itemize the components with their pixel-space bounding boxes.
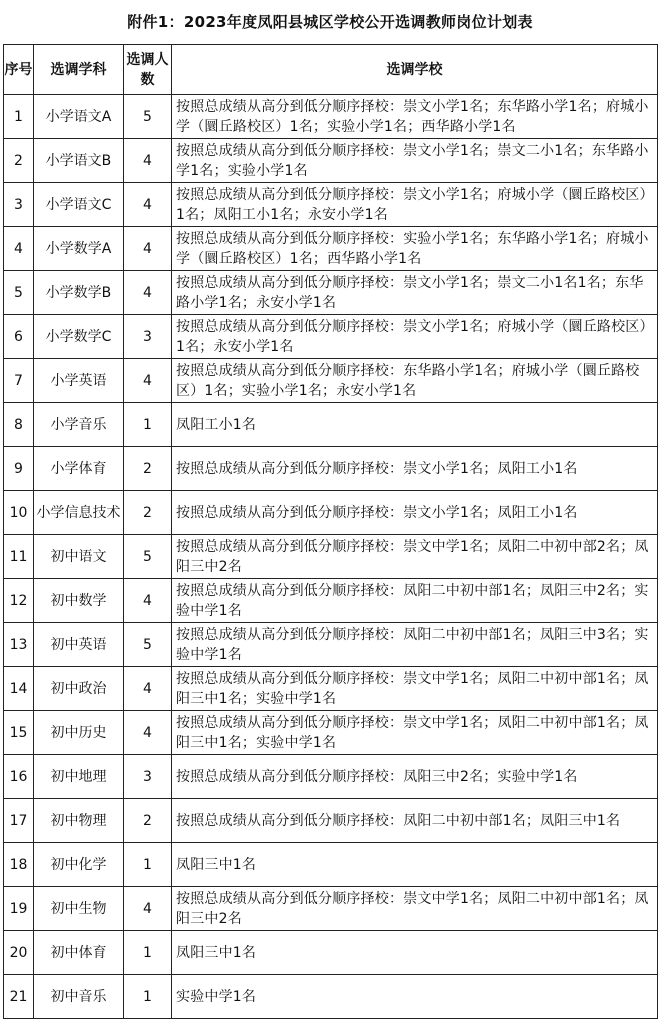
table-row bbox=[4, 95, 658, 139]
count-cell: 3 bbox=[124, 755, 172, 799]
schools-cell: 按照总成绩从高分到低分顺序择校：崇文小学1名；崇文二小1名；东华路小学1名；实验小学1名 bbox=[172, 139, 658, 183]
schools-cell: 按照总成绩从高分到低分顺序择校：崇文中学1名；凤阳二中初中部1名；凤阳三中1名；实验中学1名 bbox=[172, 711, 658, 755]
table-row bbox=[4, 183, 658, 227]
schools-cell: 按照总成绩从高分到低分顺序择校：崇文小学1名；府城小学（圜丘路校区）1名；凤阳工小1名；永安小学1名 bbox=[172, 183, 658, 227]
row-number: 17 bbox=[4, 799, 34, 843]
table-row bbox=[4, 271, 658, 315]
table-row bbox=[4, 975, 658, 1019]
count-cell: 1 bbox=[124, 403, 172, 447]
schools-cell: 凤阳工小1名 bbox=[172, 403, 658, 447]
subject-cell: 初中英语 bbox=[34, 623, 124, 667]
header-schools: 选调学校 bbox=[172, 45, 658, 95]
subject-cell: 初中数学 bbox=[34, 579, 124, 623]
table-row bbox=[4, 799, 658, 843]
schools-cell: 按照总成绩从高分到低分顺序择校：凤阳二中初中部1名；凤阳三中2名；实验中学1名 bbox=[172, 579, 658, 623]
table-row bbox=[4, 227, 658, 271]
schools-cell: 按照总成绩从高分到低分顺序择校：崇文中学1名；凤阳二中初中部2名；凤阳三中2名 bbox=[172, 535, 658, 579]
subject-cell: 小学数学A bbox=[34, 227, 124, 271]
subject-cell: 小学信息技术 bbox=[34, 491, 124, 535]
subject-cell: 初中化学 bbox=[34, 843, 124, 887]
row-number: 7 bbox=[4, 359, 34, 403]
table-row bbox=[4, 139, 658, 183]
schools-cell: 按照总成绩从高分到低分顺序择校：崇文小学1名；凤阳工小1名 bbox=[172, 491, 658, 535]
table-row bbox=[4, 447, 658, 491]
table-row bbox=[4, 623, 658, 667]
table-row bbox=[4, 359, 658, 403]
schools-cell: 凤阳三中1名 bbox=[172, 843, 658, 887]
table-row bbox=[4, 403, 658, 447]
row-number: 13 bbox=[4, 623, 34, 667]
row-number: 3 bbox=[4, 183, 34, 227]
row-number: 6 bbox=[4, 315, 34, 359]
row-number: 11 bbox=[4, 535, 34, 579]
schools-cell: 按照总成绩从高分到低分顺序择校：崇文小学1名；凤阳工小1名 bbox=[172, 447, 658, 491]
schools-cell: 按照总成绩从高分到低分顺序择校：崇文中学1名；凤阳二中初中部1名；凤阳三中2名 bbox=[172, 887, 658, 931]
row-number: 19 bbox=[4, 887, 34, 931]
table-row bbox=[4, 315, 658, 359]
count-cell: 4 bbox=[124, 711, 172, 755]
subject-cell: 小学音乐 bbox=[34, 403, 124, 447]
table-row bbox=[4, 711, 658, 755]
table-row bbox=[4, 755, 658, 799]
header-count: 选调人数 bbox=[124, 45, 172, 95]
table-row bbox=[4, 843, 658, 887]
count-cell: 4 bbox=[124, 227, 172, 271]
subject-cell: 初中地理 bbox=[34, 755, 124, 799]
subject-cell: 小学数学C bbox=[34, 315, 124, 359]
table-body bbox=[4, 95, 658, 1019]
row-number: 16 bbox=[4, 755, 34, 799]
subject-cell: 初中体育 bbox=[34, 931, 124, 975]
schools-cell: 按照总成绩从高分到低分顺序择校：崇文小学1名；府城小学（圜丘路校区）1名；永安小学1名 bbox=[172, 315, 658, 359]
count-cell: 1 bbox=[124, 931, 172, 975]
row-number: 15 bbox=[4, 711, 34, 755]
plan-table bbox=[3, 44, 658, 1019]
count-cell: 2 bbox=[124, 447, 172, 491]
page-title: 附件1：2023年度凤阳县城区学校公开选调教师岗位计划表 bbox=[127, 13, 533, 31]
subject-cell: 初中生物 bbox=[34, 887, 124, 931]
subject-cell: 小学语文C bbox=[34, 183, 124, 227]
row-number: 4 bbox=[4, 227, 34, 271]
row-number: 1 bbox=[4, 95, 34, 139]
schools-cell: 按照总成绩从高分到低分顺序择校：崇文中学1名；凤阳二中初中部1名；凤阳三中1名；实验中学1名 bbox=[172, 667, 658, 711]
count-cell: 3 bbox=[124, 315, 172, 359]
schools-cell: 按照总成绩从高分到低分顺序择校：崇文小学1名；崇文二小1名1名；东华路小学1名；永安小学1名 bbox=[172, 271, 658, 315]
count-cell: 1 bbox=[124, 843, 172, 887]
schools-cell: 按照总成绩从高分到低分顺序择校：凤阳二中初中部1名；凤阳三中1名 bbox=[172, 799, 658, 843]
schools-cell: 按照总成绩从高分到低分顺序择校：实验小学1名；东华路小学1名；府城小学（圜丘路校区）1名；西华路小学1名 bbox=[172, 227, 658, 271]
subject-cell: 小学语文A bbox=[34, 95, 124, 139]
row-number: 10 bbox=[4, 491, 34, 535]
table-row bbox=[4, 887, 658, 931]
count-cell: 4 bbox=[124, 271, 172, 315]
subject-cell: 小学语文B bbox=[34, 139, 124, 183]
schools-cell: 按照总成绩从高分到低分顺序择校：崇文小学1名；东华路小学1名；府城小学（圜丘路校区）1名；实验小学1名；西华路小学1名 bbox=[172, 95, 658, 139]
row-number: 20 bbox=[4, 931, 34, 975]
count-cell: 4 bbox=[124, 579, 172, 623]
count-cell: 4 bbox=[124, 887, 172, 931]
schools-cell: 按照总成绩从高分到低分顺序择校：凤阳二中初中部1名；凤阳三中3名；实验中学1名 bbox=[172, 623, 658, 667]
count-cell: 4 bbox=[124, 183, 172, 227]
count-cell: 5 bbox=[124, 623, 172, 667]
row-number: 9 bbox=[4, 447, 34, 491]
subject-cell: 小学数学B bbox=[34, 271, 124, 315]
schools-cell: 凤阳三中1名 bbox=[172, 931, 658, 975]
table-header-row bbox=[4, 45, 658, 95]
count-cell: 2 bbox=[124, 799, 172, 843]
subject-cell: 初中语文 bbox=[34, 535, 124, 579]
row-number: 14 bbox=[4, 667, 34, 711]
schools-cell: 实验中学1名 bbox=[172, 975, 658, 1019]
schools-cell: 按照总成绩从高分到低分顺序择校：凤阳三中2名；实验中学1名 bbox=[172, 755, 658, 799]
subject-cell: 小学英语 bbox=[34, 359, 124, 403]
row-number: 21 bbox=[4, 975, 34, 1019]
count-cell: 4 bbox=[124, 139, 172, 183]
count-cell: 4 bbox=[124, 359, 172, 403]
table-row bbox=[4, 491, 658, 535]
row-number: 5 bbox=[4, 271, 34, 315]
subject-cell: 初中政治 bbox=[34, 667, 124, 711]
schools-cell: 按照总成绩从高分到低分顺序择校：东华路小学1名；府城小学（圜丘路校区）1名；实验小学1名；永安小学1名 bbox=[172, 359, 658, 403]
row-number: 8 bbox=[4, 403, 34, 447]
table-row bbox=[4, 535, 658, 579]
header-index: 序号 bbox=[4, 45, 34, 95]
count-cell: 5 bbox=[124, 95, 172, 139]
row-number: 2 bbox=[4, 139, 34, 183]
row-number: 18 bbox=[4, 843, 34, 887]
table-row bbox=[4, 931, 658, 975]
subject-cell: 初中音乐 bbox=[34, 975, 124, 1019]
subject-cell: 初中物理 bbox=[34, 799, 124, 843]
count-cell: 2 bbox=[124, 491, 172, 535]
subject-cell: 小学体育 bbox=[34, 447, 124, 491]
count-cell: 1 bbox=[124, 975, 172, 1019]
table-row bbox=[4, 579, 658, 623]
table-row bbox=[4, 667, 658, 711]
subject-cell: 初中历史 bbox=[34, 711, 124, 755]
row-number: 12 bbox=[4, 579, 34, 623]
count-cell: 4 bbox=[124, 667, 172, 711]
header-subject: 选调学科 bbox=[34, 45, 124, 95]
count-cell: 5 bbox=[124, 535, 172, 579]
